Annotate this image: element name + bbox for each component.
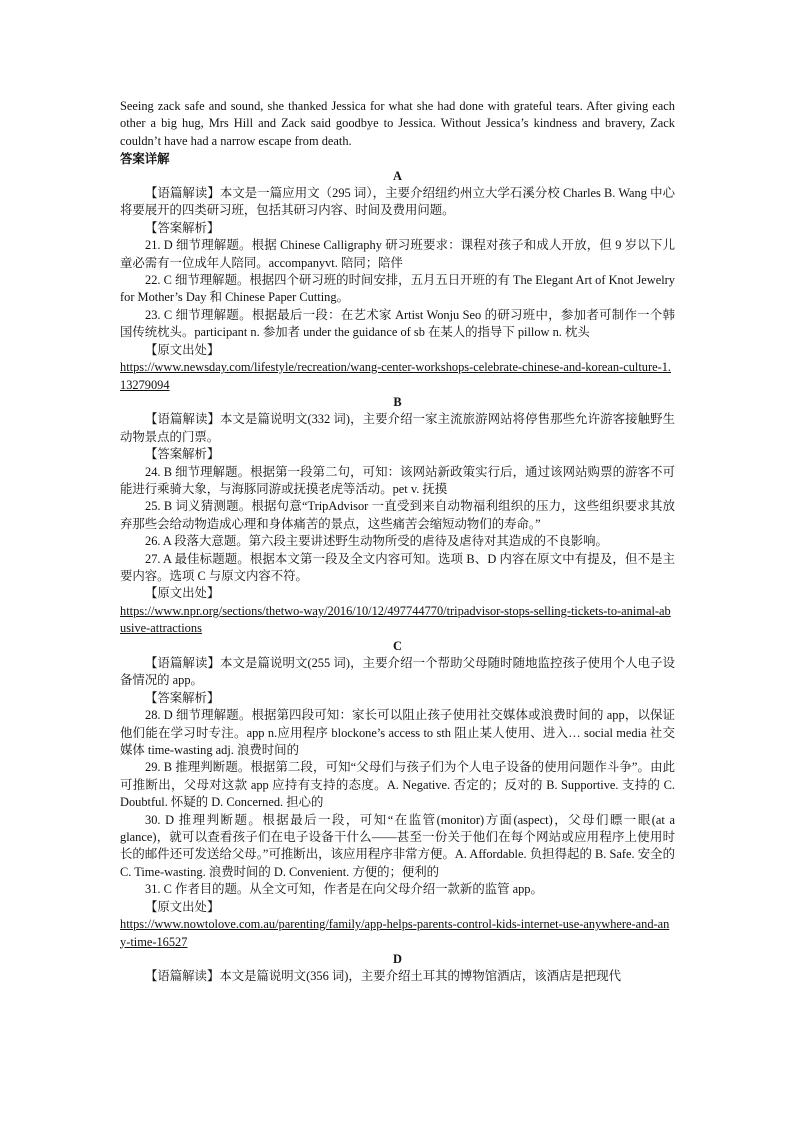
answer-29: 29. B 推理判断题。根据第二段，可知“父母们与孩子们为个人电子设备的使用问题作斗争”。由此可推断出，父母对这款 app 应持有支持的态度。A. Negative. 否定的；反对的 B. Supportive. 支持的 C. Doubtful. 怀疑的 D. Concerned. 担心的	[120, 760, 675, 810]
answer-27: 27. A 最佳标题题。根据本文第一段及全文内容可知。选项 B、D 内容在原文中有提及，但不是主要内容。选项 C 与原文内容不符。	[120, 551, 675, 583]
section-d	[120, 951, 675, 986]
section-a	[120, 168, 675, 394]
analysis-label-a: 【答案解析】	[145, 220, 220, 235]
section-c	[120, 638, 675, 951]
answer-28: 28. D 细节理解题。根据第四段可知：家长可以阻止孩子使用社交媒体或浪费时间的 app，以保证他们能在学习时专注。app n.应用程序 blockone’s access to sth 阻止某人使用、进入… social media 社交媒体 time-wasting adj. 浪费时间的	[120, 708, 675, 758]
intro-paragraph: Seeing zack safe and sound, she thanked Jessica for what she had done with grateful tears. After giving each other a big hug, Mrs Hill and Zack said goodbye to Jessica. Without Jessica’s kindness and bravery, Zack couldn’t have had a narrow escape from death.	[120, 99, 675, 148]
answer-21: 21. D 细节理解题。根据 Chinese Calligraphy 研习班要求：课程对孩子和成人开放，但 9 岁以下儿童必需有一位成年人陪同。accompanyvt. 陪同；陪伴	[120, 238, 675, 270]
answer-25: 25. B 词义猜测题。根据句意“TripAdvisor 一直受到来自动物福利组织的压力，这些组织要求其放弃那些会给动物造成心理和身体痛苦的景点，这些痛苦会缩短动物们的寿命。”	[120, 499, 675, 531]
analysis-label-c: 【答案解析】	[145, 690, 220, 705]
answer-document	[120, 98, 675, 986]
source-link-a[interactable]: https://www.newsday.com/lifestyle/recreation/wang-center-workshops-celebrate-chinese-and-korean-culture-1.13279094	[120, 360, 672, 392]
section-letter-a: A	[393, 168, 402, 183]
answer-22: 22. C 细节理解题。根据四个研习班的时间安排，五月五日开班的有 The Elegant Art of Knot Jewelry for Mother’s Day 和 Chinese Paper Cutting。	[120, 273, 675, 305]
answer-31: 31. C 作者目的题。从全文可知，作者是在向父母介绍一款新的监管 app。	[145, 882, 543, 897]
answer-26: 26. A 段落大意题。第六段主要讲述野生动物所受的虐待及虐待对其造成的不良影响。	[145, 534, 608, 549]
reading-summary-d: 【语篇解读】本文是篇说明文(356 词)，主要介绍土耳其的博物馆酒店，该酒店是把现代	[145, 969, 621, 984]
reading-summary-c: 【语篇解读】本文是篇说明文(255 词)，主要介绍一个帮助父母随时随地监控孩子使用个人电子设备情况的 app。	[120, 656, 675, 688]
reading-summary-a: 【语篇解读】本文是一篇应用文（295 词），主要介绍纽约州立大学石溪分校 Charles B. Wang 中心将要展开的四类研习班，包括其研习内容、时间及费用问题。	[120, 186, 675, 218]
source-label-a: 【原文出处】	[145, 342, 220, 357]
section-letter-d: D	[393, 951, 402, 966]
source-link-b[interactable]: https://www.npr.org/sections/thetwo-way/2016/10/12/497744770/tripadvisor-stops-selling-tickets-to-animal-abusive-attractions	[120, 603, 671, 636]
section-b	[120, 394, 675, 638]
source-label-b: 【原文出处】	[145, 586, 220, 601]
source-link-c[interactable]: https://www.nowtolove.com.au/parenting/family/app-helps-parents-control-kids-internet-use-anywhere-and-any-time-16527	[120, 917, 670, 949]
answer-heading: 答案详解	[120, 151, 170, 167]
answer-30: 30. D 推理判断题。根据最后一段，可知“在监管(monitor)方面(aspect)，父母们瞟一眼(at a glance)，就可以查看孩子们在电子设备干什么——甚至一份关于他们在每个网站或应用程序上使用时长的邮件还可发送给父母。”可推断出，该应用程序非常方便。A. Affordable. 负担得起的 B. Safe. 安全的 C. Time-wasting. 浪费时间的 D. Convenient. 方便的；便利的	[120, 812, 675, 879]
answer-23: 23. C 细节理解题。根据最后一段：在艺术家 Artist Wonju Seo 的研习班中，参加者可制作一个韩国传统枕头。participant n. 参加者 under the guidance of sb 在某人的指导下 pillow n. 枕头	[120, 307, 675, 340]
section-letter-c: C	[393, 638, 402, 653]
answer-24: 24. B 细节理解题。根据第一段第二句，可知：该网站新政策实行后，通过该网站购票的游客不可能进行乘骑大象，与海豚同游或抚摸老虎等活动。pet v. 抚摸	[120, 464, 675, 496]
source-label-c: 【原文出处】	[145, 899, 220, 914]
analysis-label-b: 【答案解析】	[145, 447, 220, 462]
reading-summary-b: 【语篇解读】本文是篇说明文(332 词)，主要介绍一家主流旅游网站将停售那些允许游客接触野生动物景点的门票。	[120, 412, 675, 444]
section-letter-b: B	[393, 394, 402, 409]
